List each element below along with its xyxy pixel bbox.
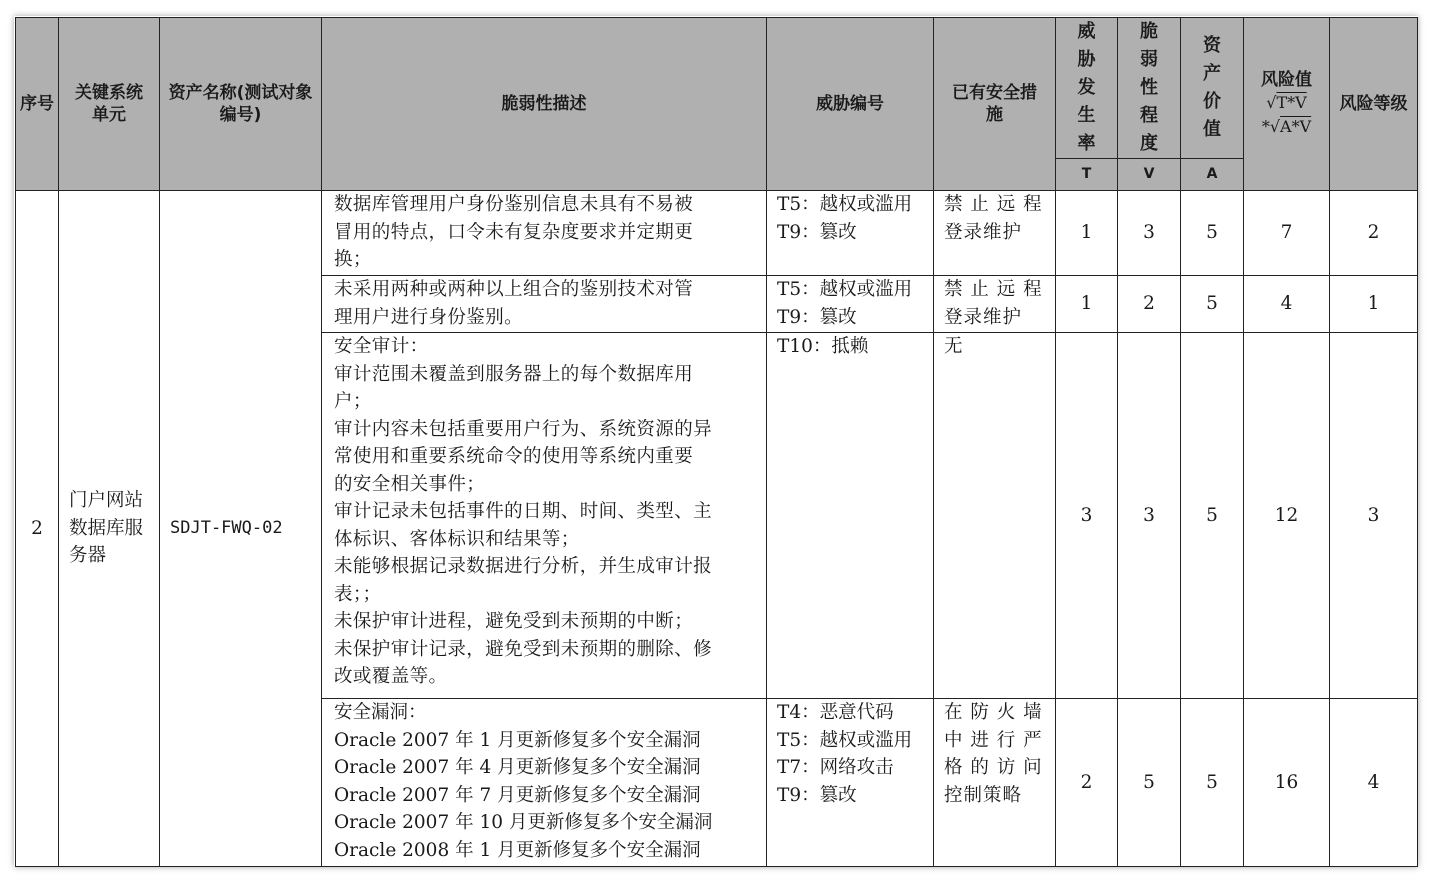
cell-asset: SDJT-FWQ-02 bbox=[160, 191, 322, 867]
cell-risk-value: 12 bbox=[1244, 333, 1330, 699]
header-code-v: V bbox=[1118, 159, 1181, 191]
header-asset: 资产名称(测试对象编号) bbox=[160, 18, 322, 191]
cell-a: 5 bbox=[1181, 276, 1244, 333]
cell-t: 1 bbox=[1056, 276, 1118, 333]
cell-a: 5 bbox=[1181, 333, 1244, 699]
cell-risk-value: 4 bbox=[1244, 276, 1330, 333]
cell-a: 5 bbox=[1181, 191, 1244, 276]
cell-risk-level: 4 bbox=[1330, 699, 1418, 867]
cell-measures: 在 防 火 墙 中 进 行 严 格 的 访 问 控制策略 bbox=[934, 699, 1056, 867]
cell-v: 3 bbox=[1118, 333, 1181, 699]
cell-t: 2 bbox=[1056, 699, 1118, 867]
cell-v: 2 bbox=[1118, 276, 1181, 333]
risk-assessment-table bbox=[15, 17, 1418, 867]
risk-formula-top: √T*V bbox=[1266, 93, 1307, 112]
cell-risk-value: 16 bbox=[1244, 699, 1330, 867]
cell-v: 5 bbox=[1118, 699, 1181, 867]
cell-measures: 禁 止 远 程 登录维护 bbox=[934, 191, 1056, 276]
header-code-a: A bbox=[1181, 159, 1244, 191]
cell-threat-id: T5：越权或滥用 T9：篡改 bbox=[767, 191, 934, 276]
cell-unit: 门户网站数据库服务器 bbox=[59, 191, 160, 867]
cell-threat-id: T4：恶意代码 T5：越权或滥用 T7：网络攻击 T9：篡改 bbox=[767, 699, 934, 867]
cell-seq: 2 bbox=[16, 191, 59, 867]
header-code-t: T bbox=[1056, 159, 1118, 191]
header-risk-level: 风险等级 bbox=[1330, 18, 1418, 191]
cell-vuln-desc: 安全漏洞： Oracle 2007 年 1 月更新修复多个安全漏洞 Oracle 2007 年 4 月更新修复多个安全漏洞 Oracle 2007 年 7 月更新修复多个安全漏洞 Oracle 2007 年 10 月更新修复多个安全漏洞 Oracle 2008 年 1 月更新修复多个安全漏洞 bbox=[322, 699, 767, 867]
header-risk-value: 风险值 √T*V *√A*V bbox=[1244, 18, 1330, 191]
cell-risk-level: 1 bbox=[1330, 276, 1418, 333]
cell-risk-value: 7 bbox=[1244, 191, 1330, 276]
header-measures: 已有安全措施 bbox=[934, 18, 1056, 191]
header-threat-id: 威胁编号 bbox=[767, 18, 934, 191]
cell-t: 1 bbox=[1056, 191, 1118, 276]
cell-vuln-desc: 数据库管理用户身份鉴别信息未具有不易被 冒用的特点，口令未有复杂度要求并定期更 换； bbox=[322, 191, 767, 276]
cell-threat-id: T10：抵赖 bbox=[767, 333, 934, 699]
header-asset-value: 资 产 价 值 bbox=[1181, 18, 1244, 159]
header-threat-rate: 威 胁 发 生 率 bbox=[1056, 18, 1118, 159]
risk-formula-bottom: *√A*V bbox=[1261, 117, 1312, 136]
cell-threat-id: T5：越权或滥用 T9：篡改 bbox=[767, 276, 934, 333]
table-row bbox=[16, 191, 1418, 276]
header-seq: 序号 bbox=[16, 18, 59, 191]
cell-risk-level: 2 bbox=[1330, 191, 1418, 276]
cell-vuln-desc: 未采用两种或两种以上组合的鉴别技术对管 理用户进行身份鉴别。 bbox=[322, 276, 767, 333]
cell-measures: 禁 止 远 程 登录维护 bbox=[934, 276, 1056, 333]
header-unit: 关键系统单元 bbox=[59, 18, 160, 191]
cell-risk-level: 3 bbox=[1330, 333, 1418, 699]
header-vuln-desc: 脆弱性描述 bbox=[322, 18, 767, 191]
header-vuln-degree: 脆 弱 性 程 度 bbox=[1118, 18, 1181, 159]
cell-measures: 无 bbox=[934, 333, 1056, 699]
cell-t: 3 bbox=[1056, 333, 1118, 699]
cell-a: 5 bbox=[1181, 699, 1244, 867]
cell-v: 3 bbox=[1118, 191, 1181, 276]
cell-vuln-desc: 安全审计： 审计范围未覆盖到服务器上的每个数据库用 户； 审计内容未包括重要用户行为、系统资源的异 常使用和重要系统命令的使用等系统内重要 的安全相关事件； 审计记录未包括事件的日期、时间、类型、主 体标识、客体标识和结果等； 未能够根据记录数据进行分析，并生成审计报 表；； 未保护审计进程，避免受到未预期的中断； 未保护审计记录，避免受到未预期的删除、修 改或覆盖等。 bbox=[322, 333, 767, 699]
